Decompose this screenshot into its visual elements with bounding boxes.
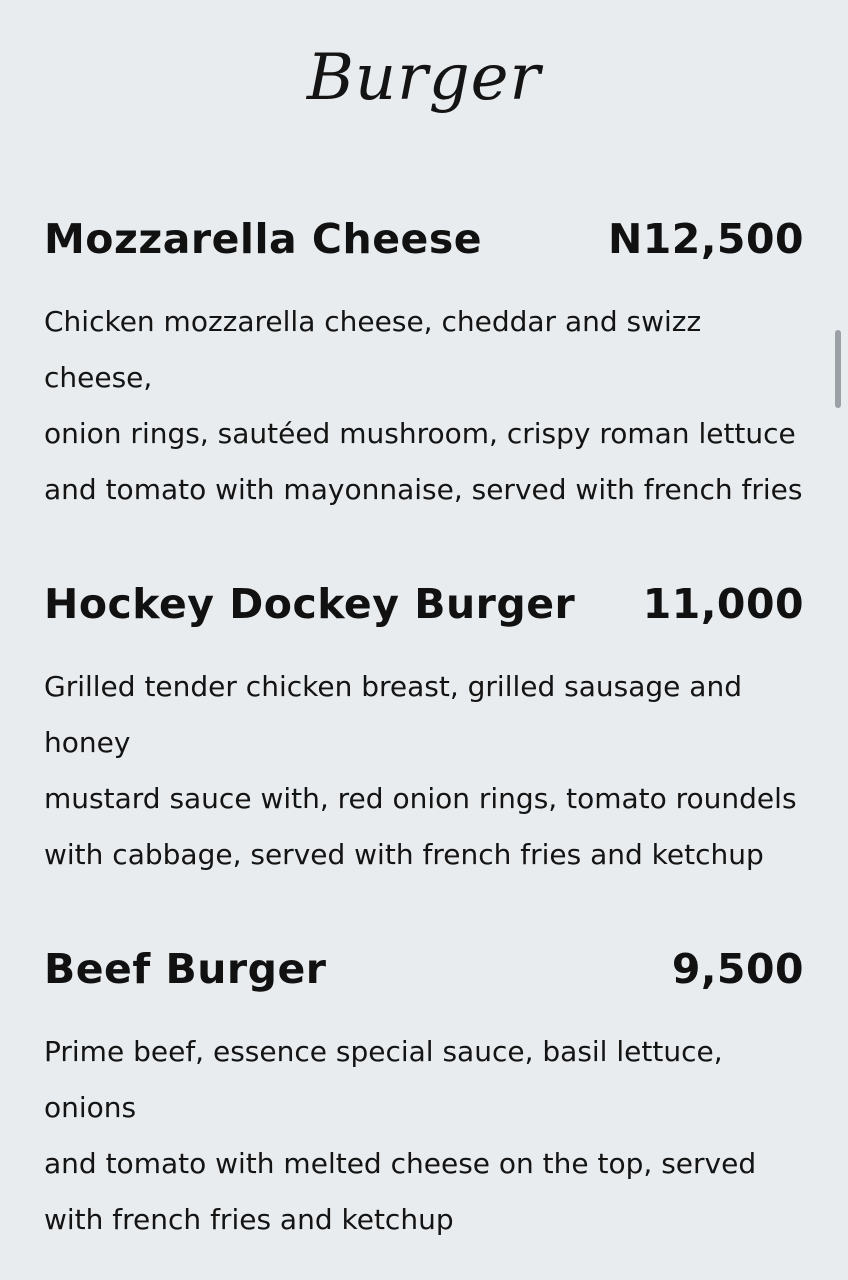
menu-item-header [44, 574, 804, 634]
menu-item-price: N12,500 [607, 215, 804, 263]
description-line: honey [44, 726, 131, 759]
description-line: with french fries and ketchup [44, 1203, 454, 1236]
description-line: Chicken mozzarella cheese, cheddar and swizz [44, 305, 702, 338]
menu-item-header [44, 939, 804, 999]
menu-item-description [44, 294, 804, 518]
menu-item [44, 939, 804, 1248]
description-line: cheese, [44, 361, 153, 394]
menu-item-description [44, 659, 804, 883]
menu-item-header [44, 209, 804, 269]
scrollbar-thumb[interactable] [835, 330, 841, 408]
menu-item-name: Hockey Dockey Burger [44, 580, 576, 628]
description-line: Grilled tender chicken breast, grilled sausage and [44, 670, 742, 703]
description-line: and tomato with mayonnaise, served with french fries [44, 473, 803, 506]
menu-item [44, 209, 804, 518]
description-line: onions [44, 1091, 137, 1124]
menu-item-description [44, 1024, 804, 1248]
menu-item-name: Beef Burger [44, 945, 327, 993]
description-line: and tomato with melted cheese on the top, served [44, 1147, 757, 1180]
section-title: Burger [306, 41, 542, 115]
description-line: mustard sauce with, red onion rings, tomato roundels [44, 782, 797, 815]
menu-item-name: Mozzarella Cheese [44, 215, 483, 263]
menu-item [44, 574, 804, 883]
description-line: with cabbage, served with french fries and ketchup [44, 838, 764, 871]
description-line: Prime beef, essence special sauce, basil lettuce, [44, 1035, 723, 1068]
menu-item-price: 9,500 [671, 945, 804, 993]
description-line: onion rings, sautéed mushroom, crispy roman lettuce [44, 417, 796, 450]
menu-item-price: 11,000 [642, 580, 804, 628]
